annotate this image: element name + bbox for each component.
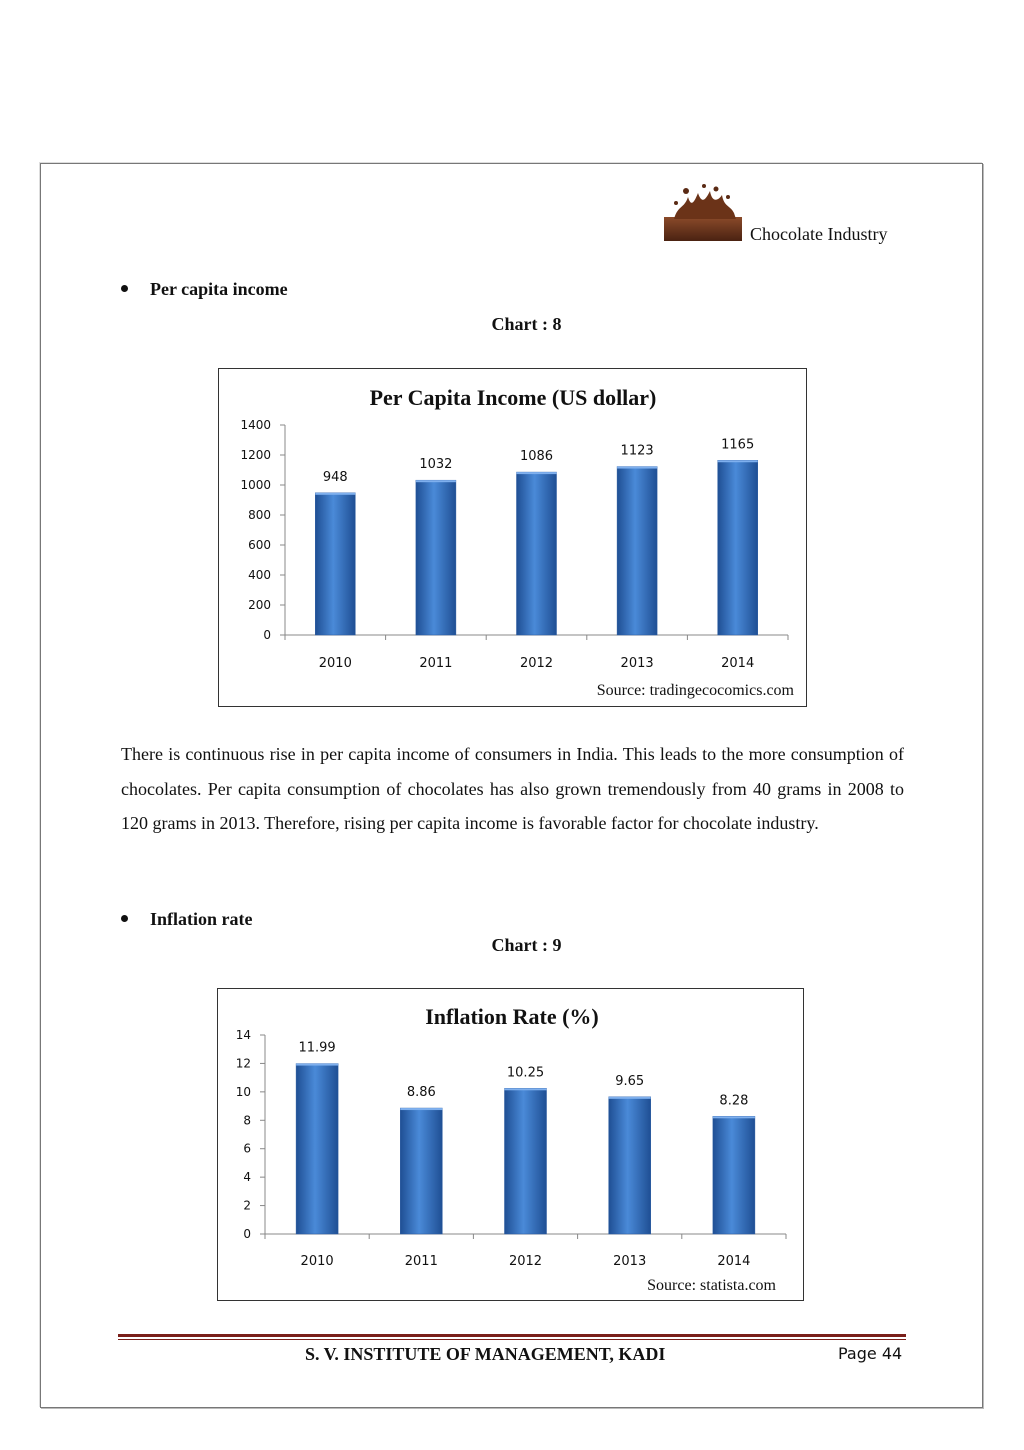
bullet-dot — [121, 285, 128, 292]
bullet-label: Per capita income — [150, 279, 288, 299]
bullet-per-capita-income — [121, 279, 288, 300]
chart-source: Source: statista.com — [647, 1277, 776, 1294]
bar-top-highlight — [517, 472, 557, 474]
y-tick-label: 12 — [235, 1056, 251, 1071]
bar-top-highlight — [315, 493, 355, 495]
x-tick-label: 2010 — [318, 656, 352, 671]
x-tick-label: 2012 — [508, 1254, 543, 1269]
chocolate-splash-logo — [664, 183, 742, 241]
bar — [416, 480, 456, 635]
bar-top-highlight — [718, 460, 758, 462]
y-tick-label: 8 — [243, 1113, 251, 1128]
data-label: 948 — [322, 469, 348, 485]
bar — [400, 1108, 442, 1234]
x-tick-label: 2012 — [519, 656, 554, 671]
chart-source: Source: tradingecocomics.com — [596, 682, 794, 699]
data-label: 1032 — [419, 457, 453, 473]
page-number: Page 44 — [838, 1344, 903, 1363]
bar — [296, 1064, 338, 1234]
chart-title: Inflation Rate (%) — [425, 1004, 599, 1029]
footer-rule-thin — [118, 1339, 906, 1340]
bar-top-highlight — [609, 1097, 651, 1099]
chart-inflation-rate — [217, 988, 804, 1301]
x-tick-label: 2011 — [419, 656, 453, 671]
data-label: 11.99 — [298, 1040, 336, 1056]
bar — [315, 493, 355, 635]
bar-top-highlight — [400, 1108, 442, 1110]
y-tick-label: 4 — [243, 1170, 251, 1185]
y-tick-label: 14 — [235, 1028, 251, 1042]
chart-caption: Chart : 9 — [491, 935, 562, 955]
data-label: 1123 — [620, 443, 654, 459]
bar-top-highlight — [617, 467, 657, 469]
data-label: 9.65 — [615, 1073, 645, 1089]
x-tick-label: 2014 — [717, 1254, 751, 1269]
bar — [609, 1097, 651, 1234]
y-tick-label: 1400 — [240, 418, 271, 432]
y-tick-label: 1200 — [240, 448, 271, 462]
running-title: Chocolate Industry — [750, 224, 888, 244]
chart-title: Per Capita Income (US dollar) — [369, 385, 657, 410]
x-tick-label: 2010 — [300, 1254, 334, 1269]
data-label: 8.28 — [719, 1093, 749, 1109]
data-label: 1165 — [721, 437, 755, 453]
y-tick-label: 0 — [243, 1227, 251, 1241]
y-tick-label: 1000 — [240, 478, 271, 492]
y-tick-label: 6 — [243, 1141, 251, 1156]
x-tick-label: 2013 — [620, 656, 654, 671]
bar — [718, 460, 758, 635]
y-tick-label: 400 — [248, 568, 271, 582]
y-tick-label: 600 — [248, 538, 271, 552]
chart-per-capita-income — [218, 368, 807, 707]
y-tick-label: 0 — [263, 628, 271, 642]
bullet-inflation-rate — [121, 909, 253, 930]
data-label: 1086 — [519, 449, 554, 465]
footer-institute: S. V. INSTITUTE OF MANAGEMENT, KADI — [305, 1344, 666, 1364]
bullet-dot — [121, 915, 128, 922]
y-tick-label: 2 — [243, 1198, 251, 1213]
bar — [713, 1116, 755, 1234]
x-tick-label: 2011 — [404, 1254, 438, 1269]
bar — [517, 472, 557, 635]
data-label: 10.25 — [506, 1065, 545, 1081]
bar-top-highlight — [416, 480, 456, 482]
x-tick-label: 2014 — [721, 656, 755, 671]
footer-rule — [118, 1334, 906, 1337]
bar — [617, 467, 657, 635]
y-tick-label: 200 — [248, 598, 271, 612]
chart-svg — [218, 989, 805, 1302]
bar-top-highlight — [296, 1064, 338, 1066]
body-paragraph: There is continuous rise in per capita income of consumers in India. This leads to the more consumption of chocolates. Per capita consumption of chocolates has also grown tremendously from 40 grams in 2008 to 120 grams in 2013. Therefore, rising per capita income is favorable factor for chocolate industry. — [121, 744, 904, 833]
chart-svg — [219, 369, 808, 708]
bar — [505, 1088, 547, 1234]
bar-top-highlight — [713, 1116, 755, 1118]
y-tick-label: 800 — [248, 508, 271, 522]
chart-caption: Chart : 8 — [491, 314, 562, 334]
data-label: 8.86 — [406, 1085, 436, 1101]
bullet-label: Inflation rate — [150, 909, 253, 929]
x-tick-label: 2013 — [613, 1254, 647, 1269]
bar-top-highlight — [505, 1088, 547, 1090]
y-tick-label: 10 — [235, 1084, 251, 1099]
